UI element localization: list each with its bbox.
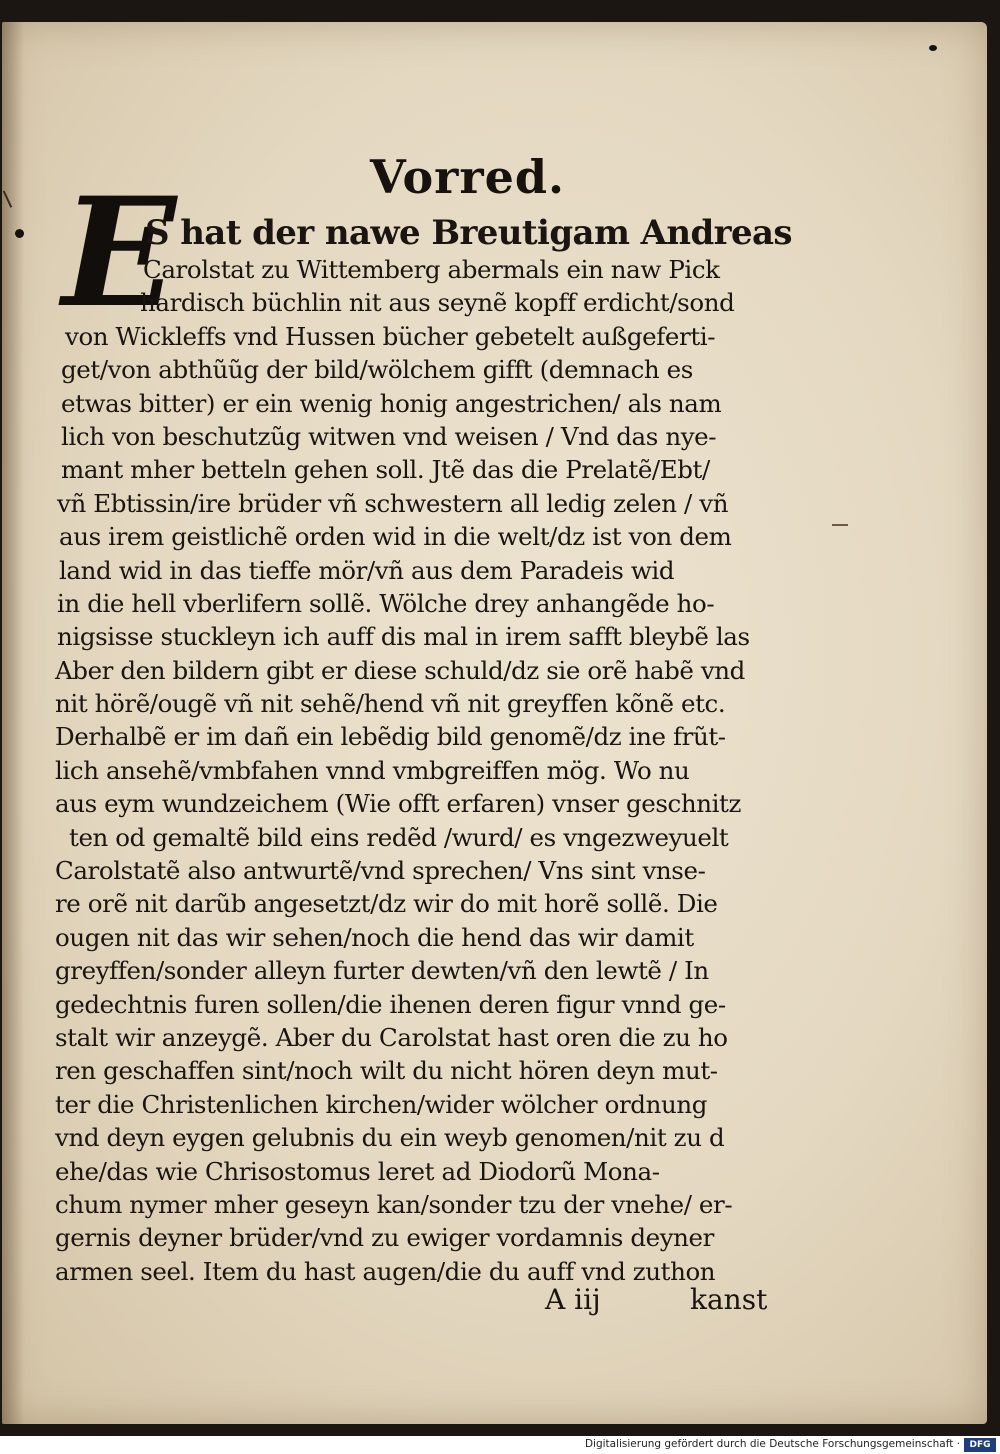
text-line: ougen nit das wir sehen/noch die hend das wir damit xyxy=(55,922,694,952)
text-line: lich ansehẽ/vmbfahen vnnd vmbgreiffen mög. Wo nu xyxy=(55,755,690,785)
text-line: nigsisse stuckleyn ich auff dis mal in irem safft bleybẽ las xyxy=(57,622,750,652)
text-line: etwas bitter) er ein wenig honig angestrichen/ als nam xyxy=(61,388,722,418)
decorated-initial: E xyxy=(62,165,177,341)
text-line: ter die Christenlichen kirchen/wider wölcher ordnung xyxy=(55,1089,707,1119)
text-line: Aber den bildern gibt er diese schuld/dz sie orẽ habẽ vnd xyxy=(55,655,745,685)
text-line: hardisch büchlin nit aus seynẽ kopff erdicht/sond xyxy=(140,288,735,318)
digitization-credit: Digitalisierung gefördert durch die Deutsche Forschungsgemeinschaft · xyxy=(584,1438,960,1450)
text-line: Carolstatẽ also antwurtẽ/vnd sprechen/ Vns sint vnse- xyxy=(55,856,706,886)
text-line: in die hell vberlifern sollẽ. Wölche drey anhangẽde ho- xyxy=(57,588,715,618)
margin-stroke xyxy=(832,524,848,526)
dfg-logo: DFG xyxy=(964,1438,996,1452)
page-heading: Vorred. xyxy=(370,150,566,204)
text-line: lich von beschutzũg witwen vnd weisen / Vnd das nye- xyxy=(61,421,717,451)
catchword: kanst xyxy=(690,1283,768,1316)
text-line: von Wickleffs vnd Hussen bücher gebetelt außgeferti- xyxy=(65,321,716,351)
text-line: vñ Ebtissin/ire brüder vñ schwestern all ledig zelen / vñ xyxy=(57,488,729,518)
text-line: gedechtnis furen sollen/die ihenen deren figur vnnd ge- xyxy=(55,989,726,1019)
text-line: Carolstat zu Wittemberg abermals ein naw Pick xyxy=(143,255,720,284)
text-line: aus eym wundzeichem (Wie offt erfaren) vnser geschnitz xyxy=(55,789,741,819)
text-line: stalt wir anzeygẽ. Aber du Carolstat hast oren die zu ho xyxy=(55,1022,728,1052)
body-text xyxy=(55,213,825,1288)
text-line: armen seel. Item du hast augen/die du auff vnd zuthon xyxy=(55,1256,716,1286)
text-line: ehe/das wie Chrisostomus leret ad Diodorũ Mona- xyxy=(55,1156,660,1186)
text-line: gernis deyner brüder/vnd zu ewiger vordamnis deyner xyxy=(55,1223,714,1253)
text-line: aus irem geistlichẽ orden wid in die welt/dz ist von dem xyxy=(59,522,732,552)
ink-spot xyxy=(929,45,937,51)
text-line: chum nymer mher geseyn kan/sonder tzu der vnehe/ er- xyxy=(55,1189,733,1219)
text-line: S hat der nawe Breutigam Andreas xyxy=(145,213,792,253)
text-line: Derhalbẽ er im dañ ein lebẽdig bild genomẽ/dz ine frũt- xyxy=(55,722,726,752)
text-line: greyffen/sonder alleyn furter dewten/vñ den lewtẽ / In xyxy=(55,956,709,986)
signature-mark: A iij xyxy=(545,1283,601,1316)
text-line: re orẽ nit darũb angesetzt/dz wir do mit horẽ sollẽ. Die xyxy=(55,889,718,919)
text-line: nit hörẽ/ougẽ vñ nit sehẽ/hend vñ nit greyffen kõnẽ etc. xyxy=(55,689,726,719)
text-line: vnd deyn eygen gelubnis du ein weyb genomen/nit zu d xyxy=(55,1123,725,1153)
text-line: mant mher betteln gehen soll. Jtẽ das die Prelatẽ/Ebt/ xyxy=(61,455,710,485)
text-line: ten od gemaltẽ bild eins redẽd /wurd/ es vngezweyuelt xyxy=(69,822,729,852)
text-line: land wid in das tieffe mör/vñ aus dem Paradeis wid xyxy=(59,555,675,585)
text-line: get/von abthũũg der bild/wölchem gifft (demnach es xyxy=(61,355,693,385)
text-line: ren geschaffen sint/noch wilt du nicht hören deyn mut- xyxy=(55,1056,718,1086)
ink-spot xyxy=(15,229,24,238)
